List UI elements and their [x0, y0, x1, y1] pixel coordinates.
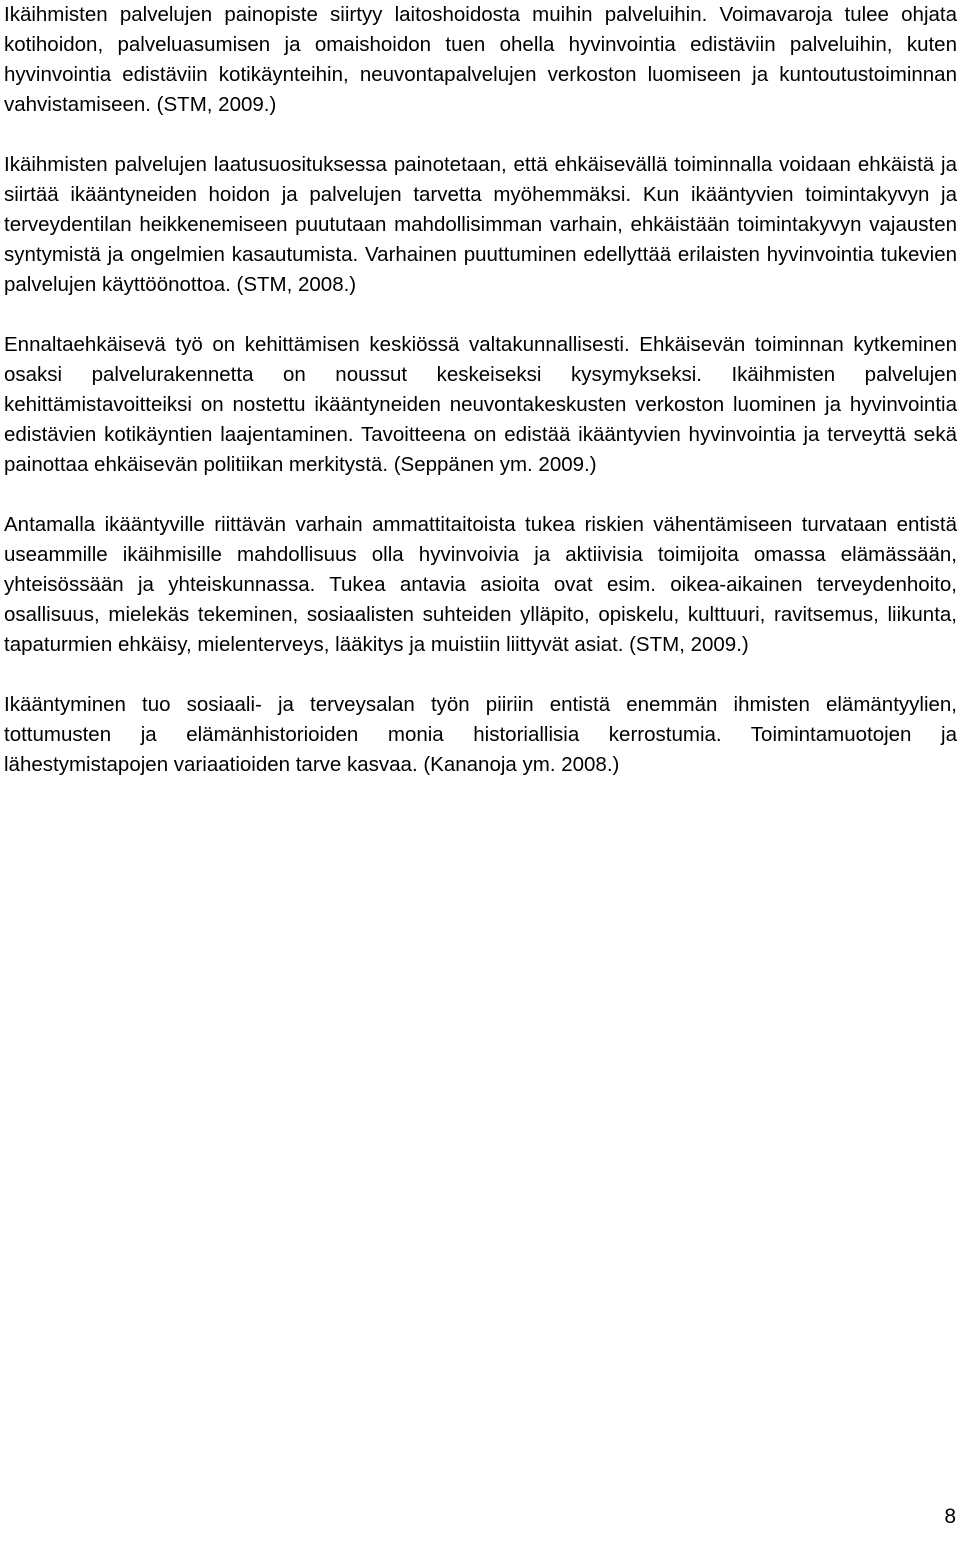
paragraph-gap: [4, 120, 957, 150]
paragraph-2: Ikäihmisten palvelujen laatusuosituksessa painotetaan, että ehkäisevällä toiminnalla voidaan ehkäistä ja siirtää ikääntyneiden hoidon ja palvelujen tarvetta myöhemmäksi. Kun ikääntyvien toimintakyvyn ja terveydentilan heikkenemiseen puututaan mahdollisimman varhain, ehkäistään toimintakyvyn vajausten syntymistä ja ongelmien kasautumista. Varhainen puuttuminen edellyttää erilaisten hyvinvointia tukevien palvelujen käyttöönottoa. (STM, 2008.): [4, 153, 957, 296]
document-page: [4, 0, 957, 780]
paragraph-5: Ikääntyminen tuo sosiaali- ja terveysalan työn piiriin entistä enemmän ihmisten elämäntyylien, tottumusten ja elämänhistorioiden monia historiallisia kerrostumia. Toimintamuotojen ja lähestymistapojen variaatioiden tarve kasvaa. (Kananoja ym. 2008.): [4, 693, 957, 776]
paragraph-gap: [4, 660, 957, 690]
paragraph-gap: [4, 480, 957, 510]
paragraph-3: Ennaltaehkäisevä työ on kehittämisen keskiössä valtakunnallisesti. Ehkäisevän toiminnan kytkeminen osaksi palvelurakennetta on noussut keskeiseksi kysymykseksi. Ikäihmisten palvelujen kehittämistavoitteiksi on nostettu ikääntyneiden neuvontakeskusten verkoston luominen ja hyvinvointia edistävien kotikäyntien laajentaminen. Tavoitteena on edistää ikääntyvien hyvinvointia ja terveyttä sekä painottaa ehkäisevän politiikan merkitystä. (Seppänen ym. 2009.): [4, 333, 957, 476]
paragraph-gap: [4, 300, 957, 330]
page-number: 8: [944, 1505, 956, 1528]
paragraph-1: Ikäihmisten palvelujen painopiste siirtyy laitoshoidosta muihin palveluihin. Voimavaroja tulee ohjata kotihoidon, palveluasumisen ja omaishoidon tuen ohella hyvinvointia edistäviin palveluihin, kuten hyvinvointia edistäviin kotikäynteihin, neuvontapalvelujen verkoston luomiseen ja kuntoutustoiminnan vahvistamiseen. (STM, 2009.): [4, 3, 957, 116]
paragraph-4: Antamalla ikääntyville riittävän varhain ammattitaitoista tukea riskien vähentämiseen turvataan entistä useammille ikäihmisille mahdollisuus olla hyvinvoivia ja aktiivisia toimijoita omassa elämässään, yhteisössään ja yhteiskunnassa. Tukea antavia asioita ovat esim. oikea-aikainen terveydenhoito, osallisuus, mielekäs tekeminen, sosiaalisten suhteiden ylläpito, opiskelu, kulttuuri, ravitsemus, liikunta, tapaturmien ehkäisy, mielenterveys, lääkitys ja muistiin liittyvät asiat. (STM, 2009.): [4, 513, 957, 656]
